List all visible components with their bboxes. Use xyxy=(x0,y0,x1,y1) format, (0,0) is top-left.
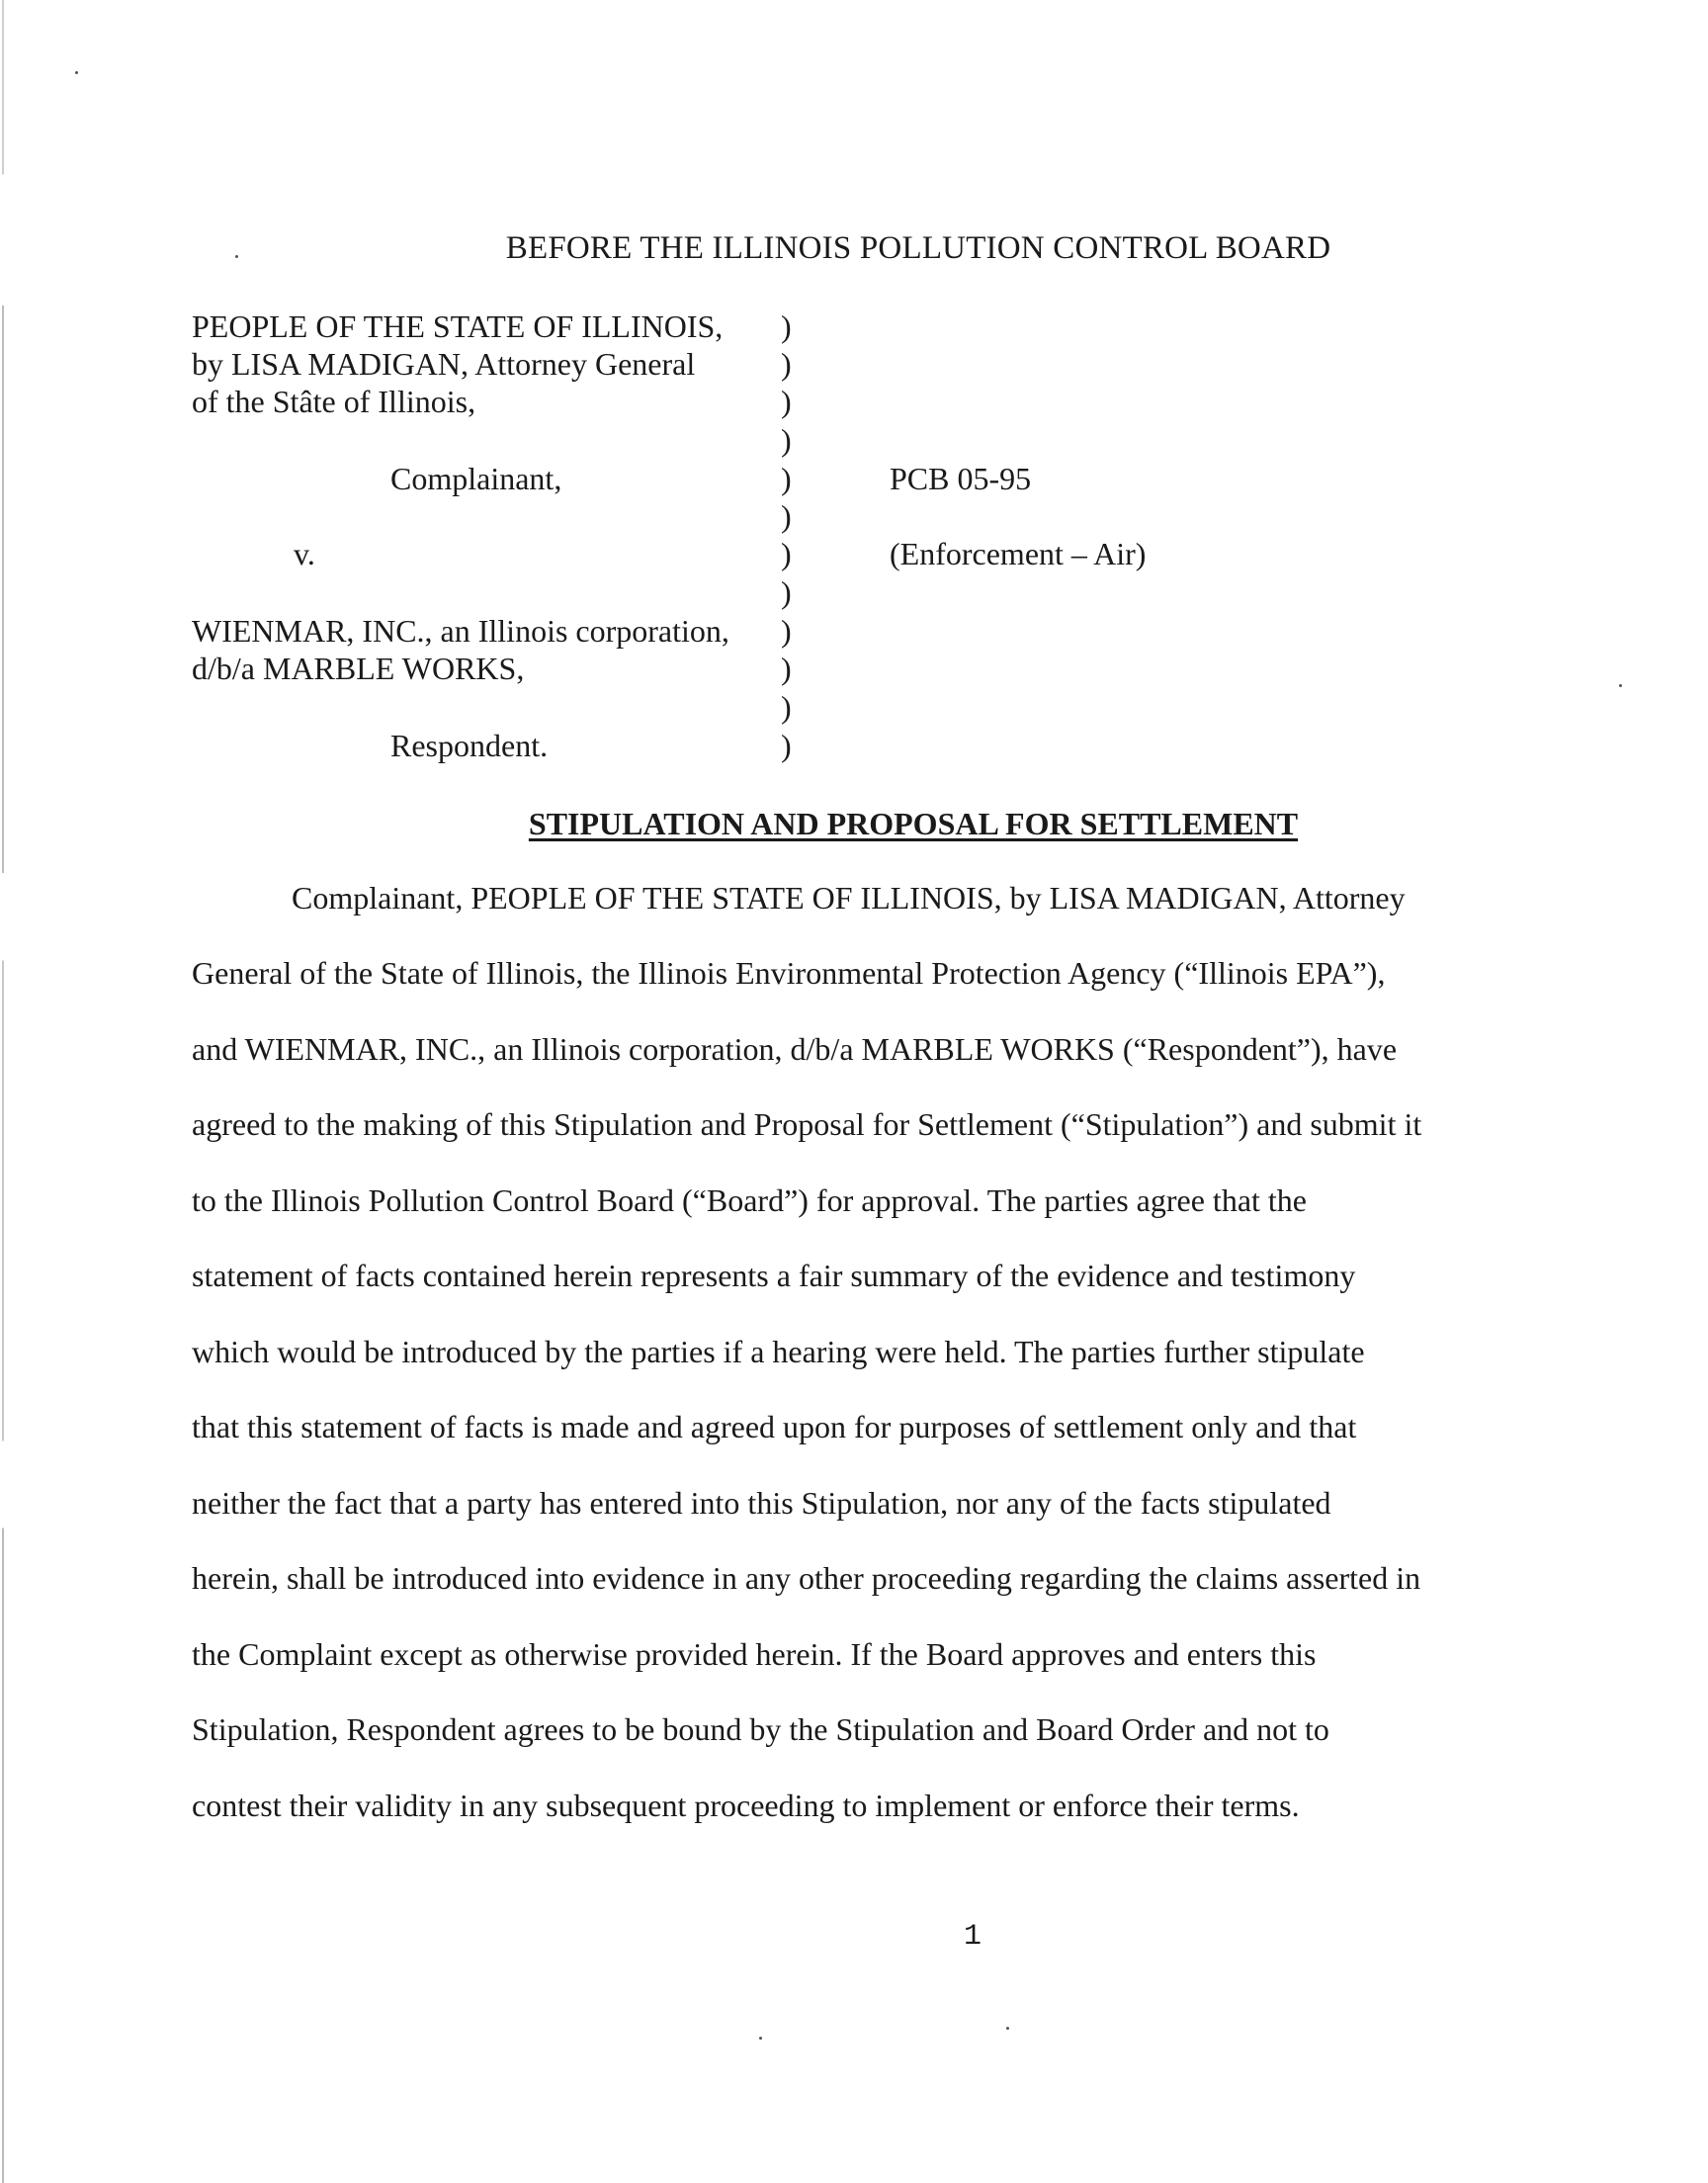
caption-paren: ) xyxy=(781,384,792,419)
caption-paren: ) xyxy=(781,346,792,382)
body-line: that this statement of facts is made and agreed upon for purposes of settlement only and that xyxy=(192,1409,1357,1444)
scan-speck xyxy=(75,71,78,74)
body-line: agreed to the making of this Stipulation and Proposal for Settlement (“Stipulation”) and submit it xyxy=(192,1106,1422,1142)
scan-speck xyxy=(1006,2027,1009,2030)
scan-speck xyxy=(1619,684,1622,687)
body-line: and WIENMAR, INC., an Illinois corporation, d/b/a MARBLE WORKS (“Respondent”), have xyxy=(192,1031,1398,1067)
body-line: contest their validity in any subsequent proceeding to implement or enforce their terms. xyxy=(192,1788,1300,1823)
case-type: (Enforcement – Air) xyxy=(890,536,1147,571)
page-number: 1 xyxy=(963,1920,982,1954)
document-heading: STIPULATION AND PROPOSAL FOR SETTLEMENT xyxy=(528,806,1299,841)
caption-paren: ) xyxy=(781,613,792,649)
party1-line1: PEOPLE OF THE STATE OF ILLINOIS, xyxy=(192,308,724,344)
versus-label: v. xyxy=(294,536,315,571)
caption-paren: ) xyxy=(781,308,792,344)
scan-edge-artifact xyxy=(2,0,4,2183)
respondent-label: Respondent. xyxy=(390,728,549,763)
body-line: General of the State of Illinois, the Illinois Environmental Protection Agency (“Illinois EPA”), xyxy=(192,955,1386,991)
party1-line2: by LISA MADIGAN, Attorney General xyxy=(192,346,696,382)
caption-paren: ) xyxy=(781,728,792,763)
body-line: herein, shall be introduced into evidence in any other proceeding regarding the claims asserted in xyxy=(192,1560,1421,1596)
scan-speck xyxy=(759,2037,762,2040)
caption-paren: ) xyxy=(781,574,792,610)
caption-paren: ) xyxy=(781,461,792,496)
caption-paren: ) xyxy=(781,422,792,458)
body-line: statement of facts contained herein represents a fair summary of the evidence and testimony xyxy=(192,1258,1356,1293)
caption-paren: ) xyxy=(781,498,792,534)
court-title: BEFORE THE ILLINOIS POLLUTION CONTROL BOARD xyxy=(505,230,1331,266)
complainant-label: Complainant, xyxy=(390,461,562,496)
case-number: PCB 05-95 xyxy=(890,461,1032,496)
body-line: to the Illinois Pollution Control Board (“Board”) for approval. The parties agree that the xyxy=(192,1182,1307,1218)
body-line: Stipulation, Respondent agrees to be bound by the Stipulation and Board Order and not to xyxy=(192,1711,1329,1747)
caption-paren: ) xyxy=(781,651,792,686)
body-line: neither the fact that a party has entered into this Stipulation, nor any of the facts stipulated xyxy=(192,1485,1331,1521)
body-line: which would be introduced by the parties if a hearing were held. The parties further stipulate xyxy=(192,1334,1365,1369)
caption-paren: ) xyxy=(781,536,792,571)
party2-line2: d/b/a MARBLE WORKS, xyxy=(192,651,525,686)
body-line: Complainant, PEOPLE OF THE STATE OF ILLINOIS, by LISA MADIGAN, Attorney xyxy=(292,880,1406,916)
caption-paren: ) xyxy=(781,689,792,725)
party1-line3: of the Stâte of Illinois, xyxy=(192,384,476,419)
body-line: the Complaint except as otherwise provided herein. If the Board approves and enters this xyxy=(192,1636,1317,1672)
party2-line1: WIENMAR, INC., an Illinois corporation, xyxy=(192,613,729,649)
